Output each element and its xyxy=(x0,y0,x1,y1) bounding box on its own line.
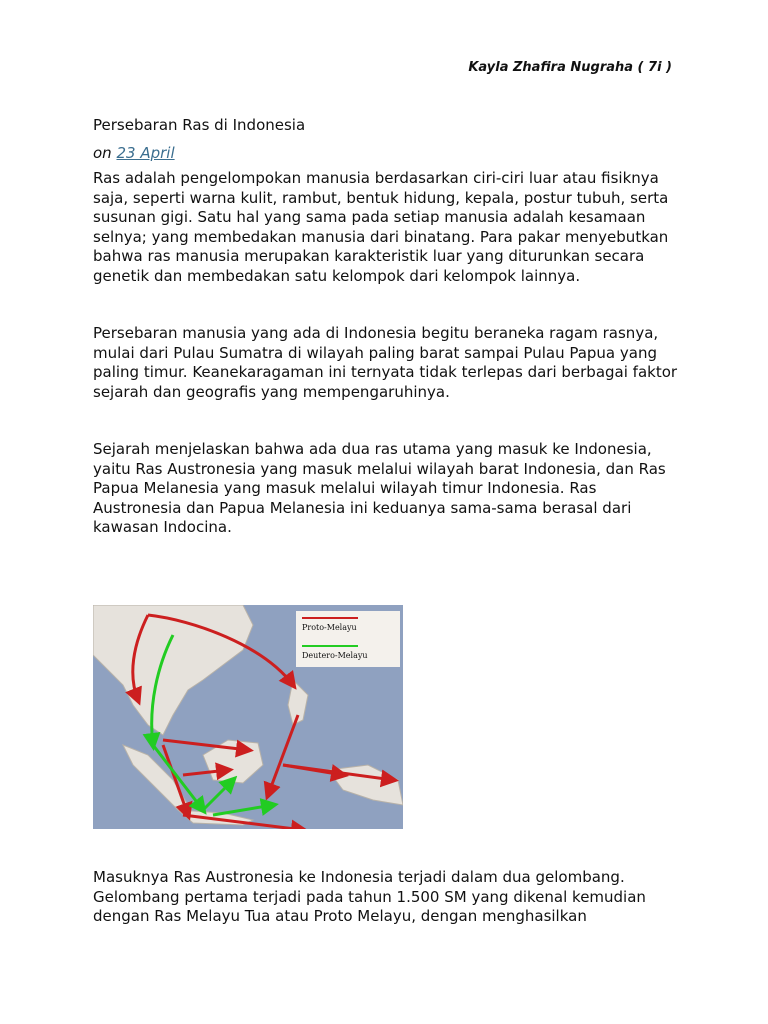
paragraph-1: Ras adalah pengelompokan manusia berdasarkan ciri-ciri luar atau fisiknya saja, seperti warna kulit, rambut, bentuk hidung, kepala, postur tubuh, serta susunan gigi. Satu hal yang sama pada setiap manusia adalah kesamaan selnya; yang membedakan manusia dari binatang. Para pakar menyebutkan bahwa ras manusia merupakan karakteristik luar yang diturunkan secara genetik dan membedakan satu kelompok dari kelompok lainnya. xyxy=(93,169,669,285)
article-continued xyxy=(93,868,683,927)
island-papua xyxy=(328,765,403,805)
byline xyxy=(93,144,683,164)
paragraph-4: Masuknya Ras Austronesia ke Indonesia terjadi dalam dua gelombang. Gelombang pertama terjadi pada tahun 1.500 SM yang dikenal kemudian dengan Ras Melayu Tua atau Proto Melayu, dengan menghasilkan xyxy=(93,868,646,925)
legend-proto-melayu: Proto-Melayu xyxy=(302,623,357,632)
article xyxy=(93,116,683,538)
paragraph-2: Persebaran manusia yang ada di Indonesia begitu beraneka ragam rasnya, mulai dari Pulau Sumatra di wilayah paling barat sampai Pulau Papua yang paling timur. Keanekaragaman ini ternyata tidak terlepas dari berbagai faktor sejarah dan geografis yang mempengaruhinya. xyxy=(93,324,678,401)
migration-map xyxy=(93,605,403,829)
date-link[interactable]: 23 April xyxy=(116,143,175,162)
legend-deutero-melayu: Deutero-Melayu xyxy=(302,651,368,660)
mainland-asia xyxy=(93,605,253,735)
paragraph-3: Sejarah menjelaskan bahwa ada dua ras utama yang masuk ke Indonesia, yaitu Ras Austronesia yang masuk melalui wilayah barat Indonesia, dan Ras Papua Melanesia yang masuk melalui wilayah timur Indonesia. Ras Austronesia dan Papua Melanesia ini keduanya sama-sama berasal dari kawasan Indocina. xyxy=(93,440,666,536)
article-title: Persebaran Ras di Indonesia xyxy=(93,116,306,134)
byline-prefix: on xyxy=(93,143,112,162)
author-name: Kayla Zhafira Nugraha ( 7i ) xyxy=(468,60,672,75)
map-legend xyxy=(296,611,400,667)
